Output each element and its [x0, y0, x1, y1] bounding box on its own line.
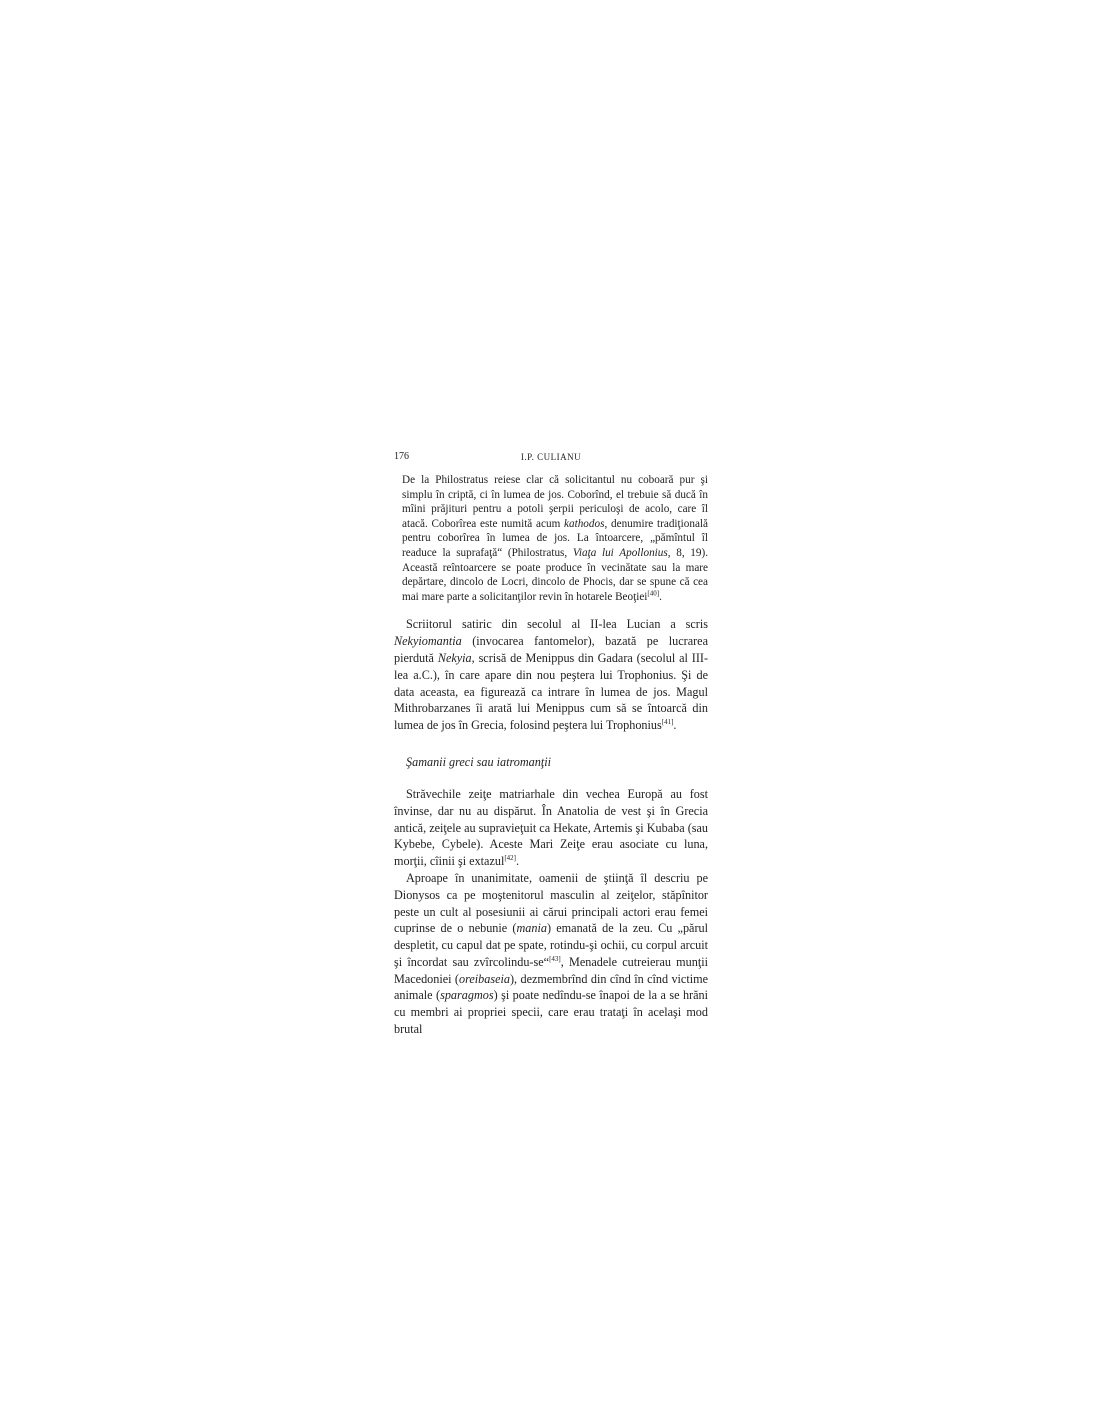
- running-title: I.P. CULIANU: [520, 452, 582, 462]
- text-segment: .: [659, 590, 662, 603]
- text-segment: , 8, 19). Această reîntoarcere se poate produce în vecinătate sau la mare depărtare, dincolo de Locri, dincolo de Phocis, dar se spune că cea mai mare parte a solicitanţilor revin în hotarele Beoţiei: [402, 546, 709, 603]
- italic-text: sparagmos: [440, 988, 494, 1003]
- text-segment: .: [516, 854, 520, 869]
- text-segment: , scrisă de Menippus din Gadara (secolul al III-lea a.C.), în care apare din nou peştera lui Trophonius. Şi de data aceasta, ea figurează ca intrare în lumea de jos. Magul Mithrobarzanes îi arată lui Menippus cum să se întoarcă din lumea de jos în Grecia, folosind peştera lui Trophonius: [394, 650, 709, 733]
- paragraph-goddesses: [394, 786, 708, 870]
- text-segment: .: [673, 718, 677, 733]
- section-heading: Şamanii greci sau iatromanţii: [406, 754, 552, 769]
- footnote-ref: [40]: [647, 589, 660, 598]
- book-page: [394, 451, 708, 1038]
- italic-text: mania: [516, 921, 547, 936]
- text-segment: ), dezmembrînd din cînd în cînd victime animale (: [394, 971, 708, 1003]
- block-quote: [394, 473, 708, 604]
- text-segment: ) emanată de la zeu. Cu „părul despletit, cu capul dat pe spate, rotindu-şi ochii, cu corpul arcuit şi încordat sau zvîrcolindu-se“: [394, 921, 708, 969]
- italic-text: kathodos: [564, 517, 605, 530]
- text-segment: ) şi poate nedîndu-se înapoi de la a se hrăni cu membri ai propriei specii, care erau trataţi în acelaşi mod brutal: [394, 988, 708, 1037]
- paragraph-nekyiomantia: [394, 616, 708, 734]
- text-segment: (invocarea fantomelor), bazată pe lucrarea pierdută: [394, 634, 708, 665]
- page-header: [394, 451, 708, 467]
- italic-text: Nekyia: [437, 650, 472, 665]
- italic-text: oreibaseia: [458, 971, 510, 986]
- text-segment: Străvechile zeiţe matriarhale din vechea Europă au fost învinse, dar nu au dispărut. În Anatolia de vest şi în Grecia antică, zeiţele au supravieţuit ca Hekate, Artemis şi Kubaba (sau Kybebe, Cybele). Aceste Mari Zeiţe erau asociate cu luna, morţii, cîinii şi extazul: [394, 786, 708, 869]
- text-segment: , denumire tradiţională pentru coborîrea în lumea de jos. La întoarcere, „pămîntul îl readuce la suprafaţă“ (Philostratus,: [402, 517, 708, 559]
- footnote-ref: [42]: [504, 854, 517, 863]
- text-segment: Aproape în unanimitate, oamenii de ştiinţă îl descriu pe Dionysos ca pe moştenitorul masculin al zeiţelor, stăpînitor peste un cult al posesiunii ai cărui principali actori erau femei cuprinse de o nebunie (: [394, 870, 708, 936]
- footnote-ref: [43]: [549, 954, 561, 963]
- italic-text: Nekyiomantia: [394, 634, 462, 649]
- text-segment: De la Philostratus reiese clar că solicitantul nu coboară pur şi simplu în criptă, ci în lumea de jos. Coborînd, el trebuie să ducă în mîini prăjituri pentru a potoli şerpii periculoşi de acolo, care îl atacă. Coborîrea este numită acum: [402, 474, 708, 530]
- paragraph-dionysos: [394, 870, 708, 1038]
- italic-text: Viaţa lui Apollonius: [572, 546, 668, 559]
- text-segment: , Menadele cutreierau munţii Macedoniei (: [394, 954, 708, 986]
- page-number: 176: [394, 451, 409, 462]
- text-segment: Scriitorul satiric din secolul al II-lea Lucian a scris: [406, 617, 708, 632]
- footnote-ref: [41]: [661, 718, 674, 727]
